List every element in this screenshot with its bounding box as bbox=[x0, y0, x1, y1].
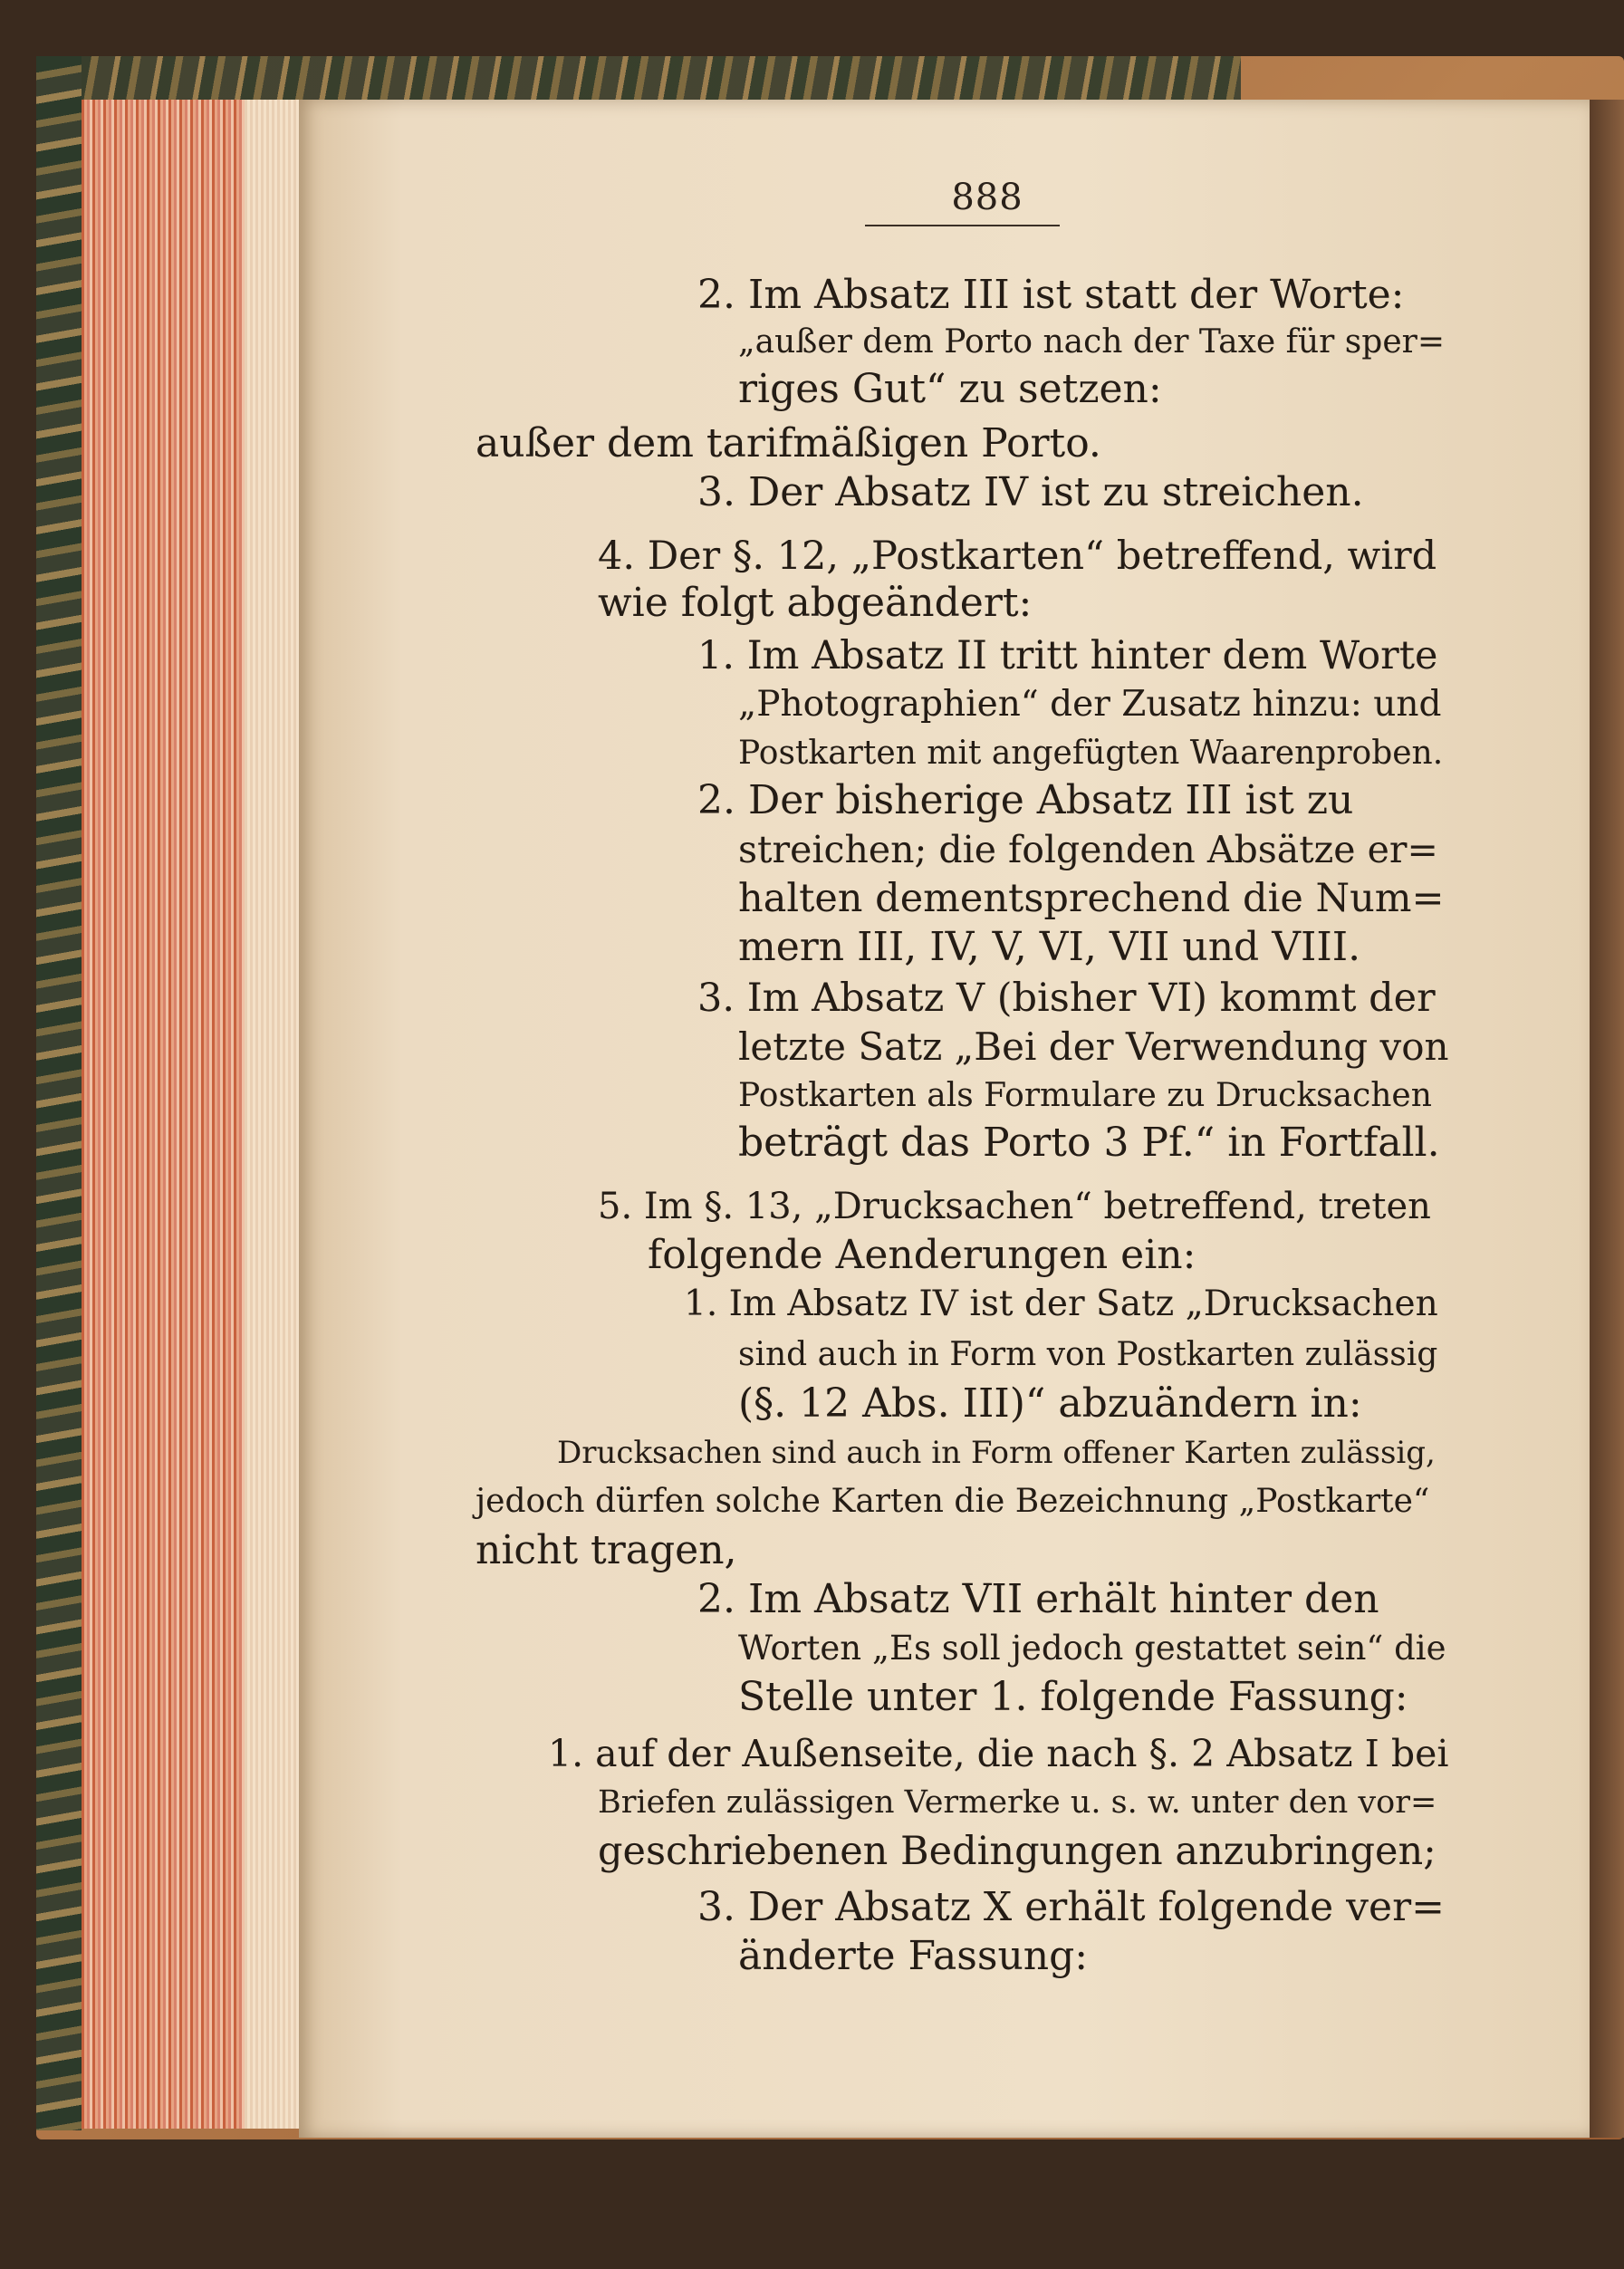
text-line: 3. Der Absatz X erhält folgende ver= bbox=[697, 1884, 1445, 1930]
text-line: 1. Im Absatz IV ist der Satz „Drucksachen bbox=[684, 1284, 1438, 1324]
text-line: riges Gut“ zu setzen: bbox=[738, 366, 1162, 412]
text-line: 4. Der §. 12, „Postkarten“ betreffend, wird bbox=[598, 534, 1437, 579]
text-line: jedoch dürfen solche Karten die Bezeichnung „Postkarte“ bbox=[476, 1483, 1430, 1520]
text-line: Postkarten mit angefügten Waarenproben. bbox=[738, 735, 1444, 772]
page-number: 888 bbox=[951, 177, 1023, 218]
text-line: außer dem tarifmäßigen Porto. bbox=[476, 420, 1101, 466]
text-line: 3. Der Absatz IV ist zu streichen. bbox=[697, 469, 1364, 515]
text-line: 3. Im Absatz V (bisher VI) kommt der bbox=[697, 976, 1436, 1021]
text-line: Briefen zulässigen Vermerke u. s. w. unter den vor= bbox=[598, 1784, 1437, 1821]
text-line: sind auch in Form von Postkarten zulässig bbox=[738, 1336, 1438, 1373]
text-line: halten dementsprechend die Num= bbox=[738, 876, 1445, 921]
text-line: beträgt das Porto 3 Pf.“ in Fortfall. bbox=[738, 1120, 1440, 1166]
text-line: geschriebenen Bedingungen anzubringen; bbox=[598, 1829, 1437, 1874]
text-line: (§. 12 Abs. III)“ abzuändern in: bbox=[738, 1380, 1362, 1427]
text-line: Postkarten als Formulare zu Drucksachen bbox=[738, 1077, 1432, 1114]
text-line: folgende Aenderungen ein: bbox=[648, 1232, 1196, 1278]
text-line: 2. Der bisherige Absatz III ist zu bbox=[697, 777, 1354, 823]
text-line: Drucksachen sind auch in Form offener Karten zulässig, bbox=[557, 1435, 1436, 1471]
text-line: 1. auf der Außenseite, die nach §. 2 Absatz I bei bbox=[548, 1732, 1449, 1775]
text-line: änderte Fassung: bbox=[738, 1933, 1089, 1979]
text-line: 2. Im Absatz III ist statt der Worte: bbox=[697, 272, 1405, 318]
text-line: mern III, IV, V, VI, VII und VIII. bbox=[738, 924, 1361, 970]
text-line: nicht tragen, bbox=[476, 1527, 737, 1573]
text-line: Stelle unter 1. folgende Fassung: bbox=[738, 1674, 1408, 1720]
text-line: „außer dem Porto nach der Taxe für sper= bbox=[738, 323, 1445, 361]
text-line: streichen; die folgenden Absätze er= bbox=[738, 828, 1438, 871]
text-line: letzte Satz „Bei der Verwendung von bbox=[738, 1024, 1449, 1069]
text-line: 1. Im Absatz II tritt hinter dem Worte bbox=[697, 633, 1438, 678]
text-line: Worten „Es soll jedoch gestattet sein“ die bbox=[738, 1629, 1446, 1668]
text-line: wie folgt abgeändert: bbox=[598, 580, 1033, 626]
text-line: 5. Im §. 13, „Drucksachen“ betreffend, treten bbox=[598, 1186, 1431, 1227]
text-line: 2. Im Absatz VII erhält hinter den bbox=[697, 1576, 1379, 1622]
text-line: „Photographien“ der Zusatz hinzu: und bbox=[738, 684, 1442, 725]
